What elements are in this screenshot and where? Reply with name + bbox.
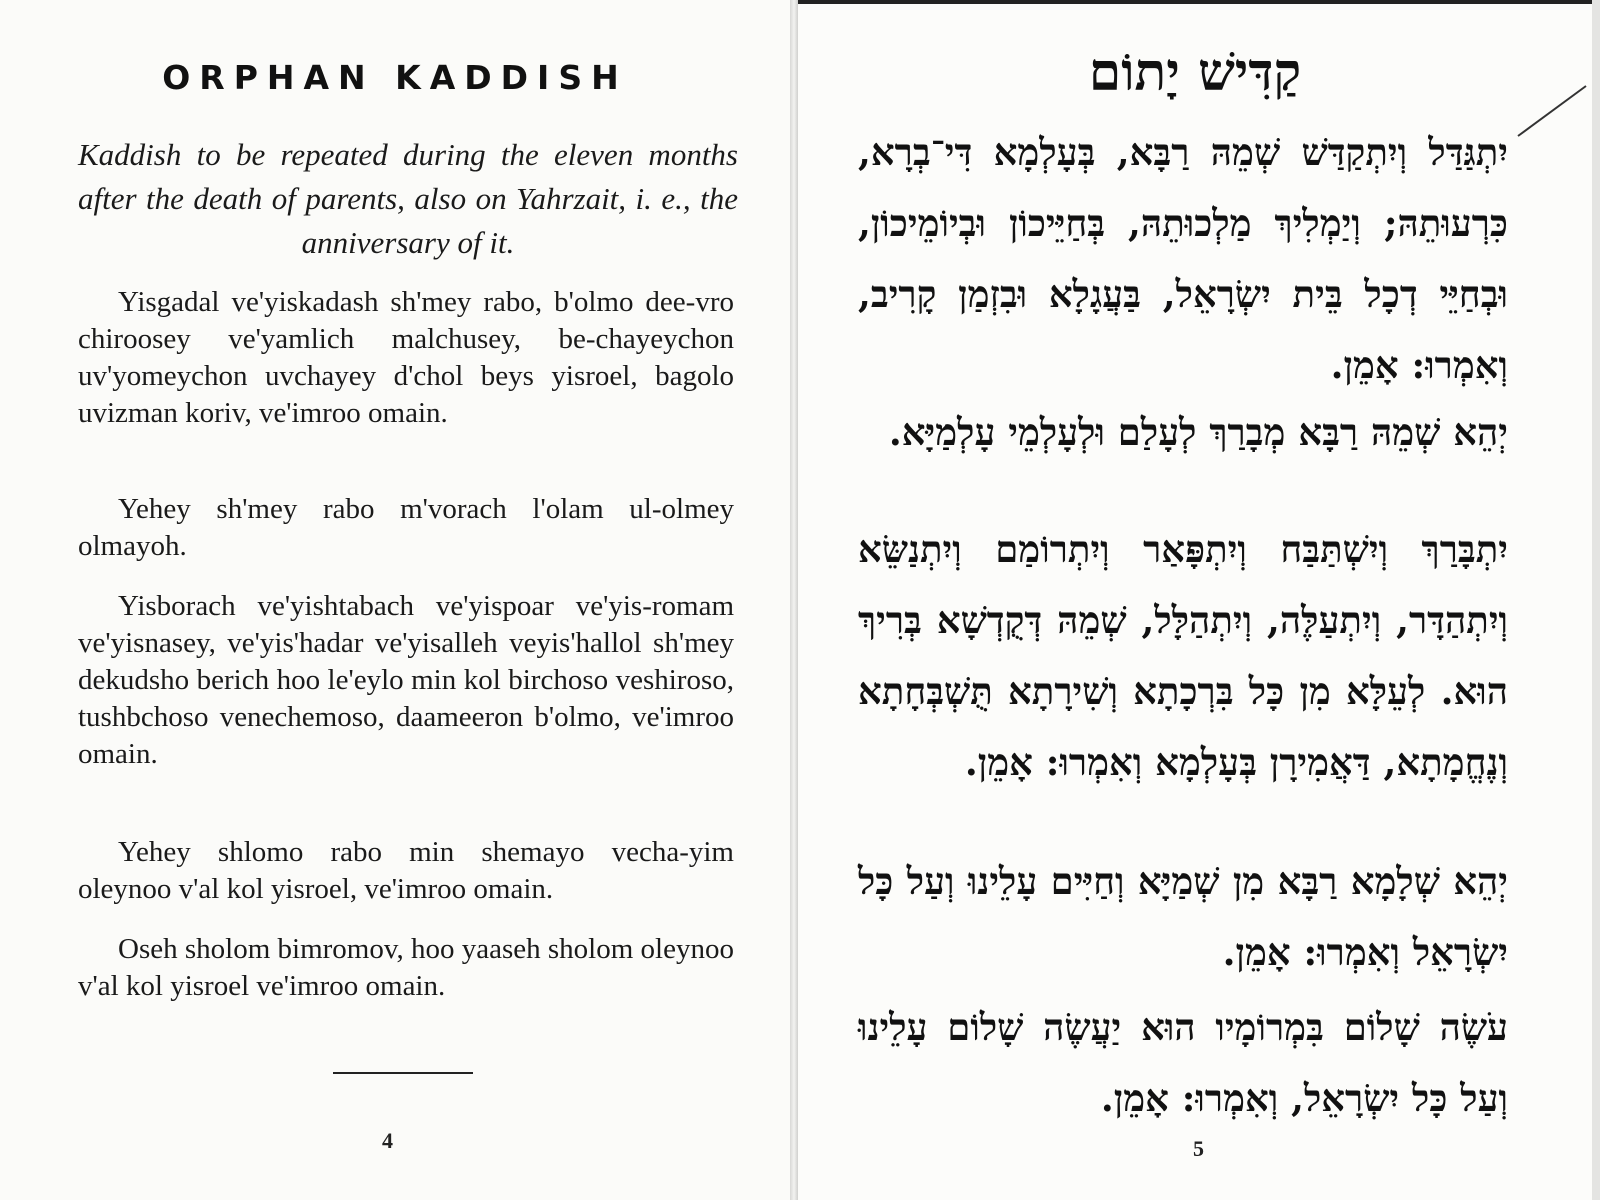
pen-mark (1516, 82, 1588, 140)
book-gutter (790, 0, 798, 1200)
transliteration-paragraph: Oseh sholom bimromov, hoo yaaseh sholom oleynoo v'al kol yisroel ve'imroo omain. (78, 933, 734, 1002)
hebrew-title: קַדִּישׁ יָתוֹם (1088, 42, 1302, 103)
end-rule (333, 1072, 473, 1074)
hebrew-paragraph: יִתְגַּדַּל וְיִתְקַדַּשׁ שְׁמֵהּ רַבָּא, בְּעָלְמָא דִּי־בְרָא, כִּרְעוּתֵהּ; וְיַמְלִיךְ מַלְכוּתֵהּ, בְּחַיֵּיכוֹן וּבְיוֹמֵיכוֹן, וּבְחַיֵּי דְכָל בֵּית יִשְׂרָאֵל, בַּעֲגָלָא וּבִזְמַן קָרִיב, וְאִמְרוּ: אָמֵן. (858, 130, 1508, 387)
page-edge (1592, 0, 1600, 1200)
instruction-text: Kaddish to be repeated during the eleven months after the death of parents, also on Yahrzait, i. e., the anniversary of it. (78, 137, 738, 260)
hebrew-paragraph: יְהֵא שְׁמֵהּ רַבָּא מְבָרַךְ לְעָלַם וּלְעָלְמֵי עָלְמַיָּא. (888, 410, 1508, 454)
transliteration-paragraph: Yisgadal ve'yiskadash sh'mey rabo, b'olmo dee-vro chiroosey ve'yamlich malchusey, be-chayeychon uv'yomeychon uvchayey d'chol beys yisroel, bagolo uvizman koriv, ve'imroo omain. (78, 286, 734, 429)
page-title: ORPHAN KADDISH (162, 58, 628, 97)
hebrew-paragraph: עֹשֶׂה שָׁלוֹם בִּמְרוֹמָיו הוּא יַעֲשֶׂה שָׁלוֹם עָלֵינוּ וְעַל כָּל יִשְׂרָאֵל, וְאִמְרוּ: אָמֵן. (858, 1005, 1508, 1120)
page-number-right: 5 (1193, 1136, 1204, 1161)
transliteration-paragraph: Yehey shlomo rabo min shemayo vecha-yim oleynoo v'al kol yisroel, ve'imroo omain. (78, 836, 734, 905)
page-number-left: 4 (382, 1128, 393, 1153)
transliteration-paragraph: Yehey sh'mey rabo m'vorach l'olam ul-olmey olmayoh. (78, 493, 734, 562)
transliteration-paragraph: Yisborach ve'yishtabach ve'yispoar ve'yis-romam ve'yisnasey, ve'yis'hadar ve'yisalleh veyis'hallol sh'mey dekudsho berich hoo le'eylo min kol birchoso veshiroso, tushbchoso venechemoso, daameeron b'olmo, ve'imroo omain. (78, 590, 734, 770)
hebrew-paragraph: יִתְבָּרַךְ וְיִשְׁתַּבַּח וְיִתְפָּאַר וְיִתְרוֹמַם וְיִתְנַשֵּׂא וְיִתְהַדָּר, וְיִתְעַלֶּה, וְיִתְהַלָּל, שְׁמֵהּ דְּקֻדְשָׁא בְּרִיךְ הוּא. לְעֵלָּא מִן כָּל בִּרְכָתָא וְשִׁירָתָא תֻּשְׁבְּחָתָא וְנֶחֱמָתָא, דַּאֲמִירָן בְּעָלְמָא וְאִמְרוּ: אָמֵן. (858, 527, 1508, 784)
hebrew-paragraph: יְהֵא שְׁלָמָא רַבָּא מִן שְׁמַיָּא וְחַיִּים עָלֵינוּ וְעַל כָּל יִשְׂרָאֵל וְאִמְרוּ: אָמֵן. (858, 859, 1508, 974)
